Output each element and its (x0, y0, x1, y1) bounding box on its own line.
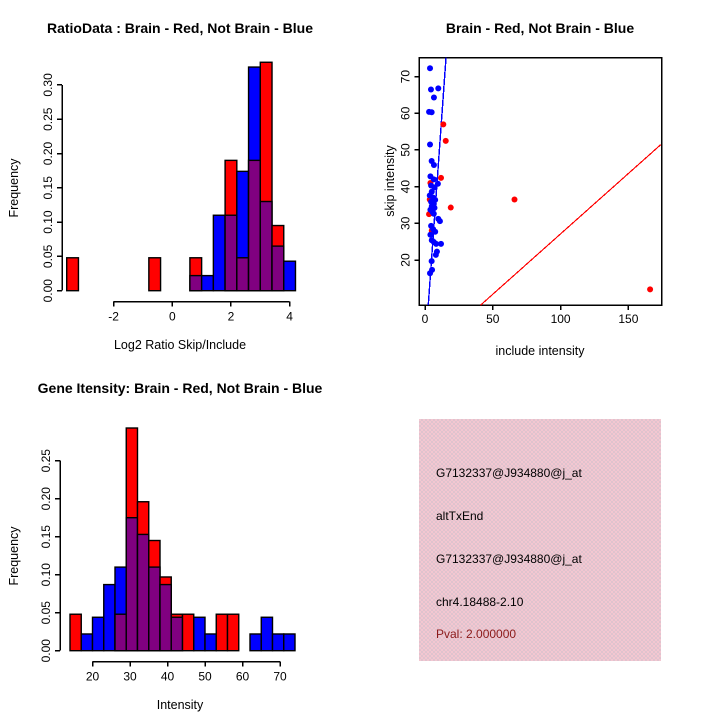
bar-red (149, 258, 161, 291)
scatter-point-blue (429, 258, 435, 264)
bar-overlap (160, 585, 171, 651)
fit-line-red (481, 144, 661, 305)
scatter-point-red (443, 138, 449, 144)
scatter-point-blue (427, 65, 433, 71)
scatter-point-red (440, 121, 446, 127)
y-tick-label: 20 (398, 253, 413, 267)
bar-overlap (171, 617, 182, 650)
scatter-point-blue (427, 141, 433, 147)
y-tick-label: 0.05 (41, 244, 55, 269)
bar-blue (194, 617, 205, 650)
scatter-point-blue (429, 109, 435, 115)
x-tick-label: 100 (550, 312, 571, 326)
scatter-point-blue (437, 218, 443, 224)
y-tick-label: 60 (398, 106, 413, 120)
scatter-point-blue (427, 270, 433, 276)
x-tick-label: 150 (618, 312, 639, 326)
ratio-histogram-plot (0, 0, 360, 360)
y-tick-label: 30 (398, 216, 413, 231)
gene-intensity-histogram-plot (0, 360, 360, 720)
gene-intensity-histogram-panel (0, 360, 360, 720)
bar-blue (284, 261, 296, 290)
x-tick-label: 50 (198, 669, 212, 684)
bar-red (216, 614, 227, 650)
y-tick-label: 0.05 (39, 601, 53, 625)
y-tick-label: 70 (398, 69, 413, 84)
bar-red (183, 614, 194, 650)
x-tick-label: 50 (486, 312, 500, 326)
bar-blue (284, 634, 295, 651)
bar-overlap (149, 567, 160, 651)
x-tick-label: 30 (123, 669, 137, 684)
gene-intensity-histogram-title: Gene Itensity: Brain - Red, Not Brain - Blue (37, 380, 323, 396)
bar-red (70, 614, 81, 650)
x-tick-label: 40 (160, 669, 175, 684)
bar-overlap (225, 215, 237, 290)
plot-box (419, 58, 661, 305)
scatter-point-blue (431, 95, 437, 101)
y-tick-label: 50 (398, 143, 413, 157)
scatter-point-blue (427, 232, 433, 238)
scatter-point-blue (438, 241, 444, 247)
bar-blue (205, 634, 216, 651)
x-tick-label: 70 (273, 669, 287, 684)
ratio-histogram-panel (0, 0, 360, 360)
scatter-point-blue (431, 162, 437, 168)
x-tick-label: 0 (421, 312, 429, 326)
gene-info-box (419, 419, 661, 661)
bar-blue (273, 634, 284, 651)
pval-text: Pval: 2.000000 (436, 627, 517, 641)
y-tick-label: 0.15 (39, 525, 53, 549)
splice-event-type: altTxEnd (436, 509, 484, 523)
x-tick-label: 2 (227, 309, 235, 324)
y-tick-label: 0.15 (41, 176, 55, 200)
bar-overlap (190, 276, 202, 291)
bar-overlap (260, 202, 272, 291)
bar-blue (104, 585, 115, 651)
x-tick-label: 4 (286, 309, 293, 324)
bar-overlap (138, 534, 149, 650)
scatter-point-blue (433, 252, 439, 258)
bar-blue (81, 634, 92, 651)
ratio-histogram-title: RatioData : Brain - Red, Not Brain - Blue (46, 20, 314, 36)
y-tick-label: 0.00 (39, 639, 53, 663)
scatter-point-red (438, 175, 444, 181)
bar-overlap (272, 246, 284, 291)
gene-intensity-histogram-ylabel: Frequency (7, 526, 21, 586)
x-tick-label: -2 (108, 309, 119, 324)
ratio-histogram-xlabel: Log2 Ratio Skip/Include (113, 338, 247, 352)
intensity-scatter-plot (360, 0, 720, 360)
gene-probe-id-repeat: G7132337@J934880@j_at (436, 552, 582, 566)
y-tick-label: 0.25 (39, 449, 53, 473)
y-tick-label: 0.20 (41, 141, 55, 166)
bar-blue (261, 617, 272, 650)
intensity-scatter-xlabel: include intensity (495, 344, 585, 358)
x-tick-label: 20 (85, 669, 100, 684)
scatter-point-red (647, 286, 653, 292)
scatter-point-blue (431, 211, 437, 217)
scatter-point-red (511, 196, 517, 202)
y-tick-label: 0.10 (39, 563, 53, 587)
bar-blue (250, 634, 261, 651)
bar-blue (93, 617, 104, 650)
x-tick-label: 0 (168, 309, 176, 324)
intensity-scatter-title: Brain - Red, Not Brain - Blue (445, 20, 635, 36)
bar-overlap (249, 160, 261, 290)
gene-probe-id: G7132337@J934880@j_at (436, 466, 582, 480)
x-tick-label: 60 (235, 669, 250, 684)
bar-overlap (126, 518, 137, 651)
y-tick-label: 0.25 (41, 107, 55, 131)
bar-red (228, 614, 239, 650)
y-tick-label: 0.20 (39, 487, 53, 511)
bar-red (67, 258, 79, 291)
y-tick-label: 0.10 (41, 210, 55, 234)
ratio-histogram-ylabel: Frequency (7, 158, 21, 218)
chromosome-location: chr4.18488-2.10 (436, 595, 524, 609)
y-tick-label: 0.30 (41, 73, 55, 97)
scatter-point-red (448, 205, 454, 211)
intensity-scatter-ylabel: skip intensity (383, 145, 397, 217)
gene-intensity-histogram-xlabel: Intensity (156, 698, 204, 712)
bar-blue (202, 276, 214, 291)
gene-info-panel (360, 360, 720, 720)
y-tick-label: 0.00 (41, 279, 55, 303)
bar-blue (213, 215, 225, 290)
intensity-scatter-panel (360, 0, 720, 360)
bar-overlap (115, 614, 126, 650)
y-tick-label: 40 (398, 179, 413, 194)
scatter-point-blue (431, 176, 437, 182)
bar-overlap (237, 258, 249, 291)
scatter-point-blue (428, 86, 434, 92)
scatter-point-blue (435, 85, 441, 91)
